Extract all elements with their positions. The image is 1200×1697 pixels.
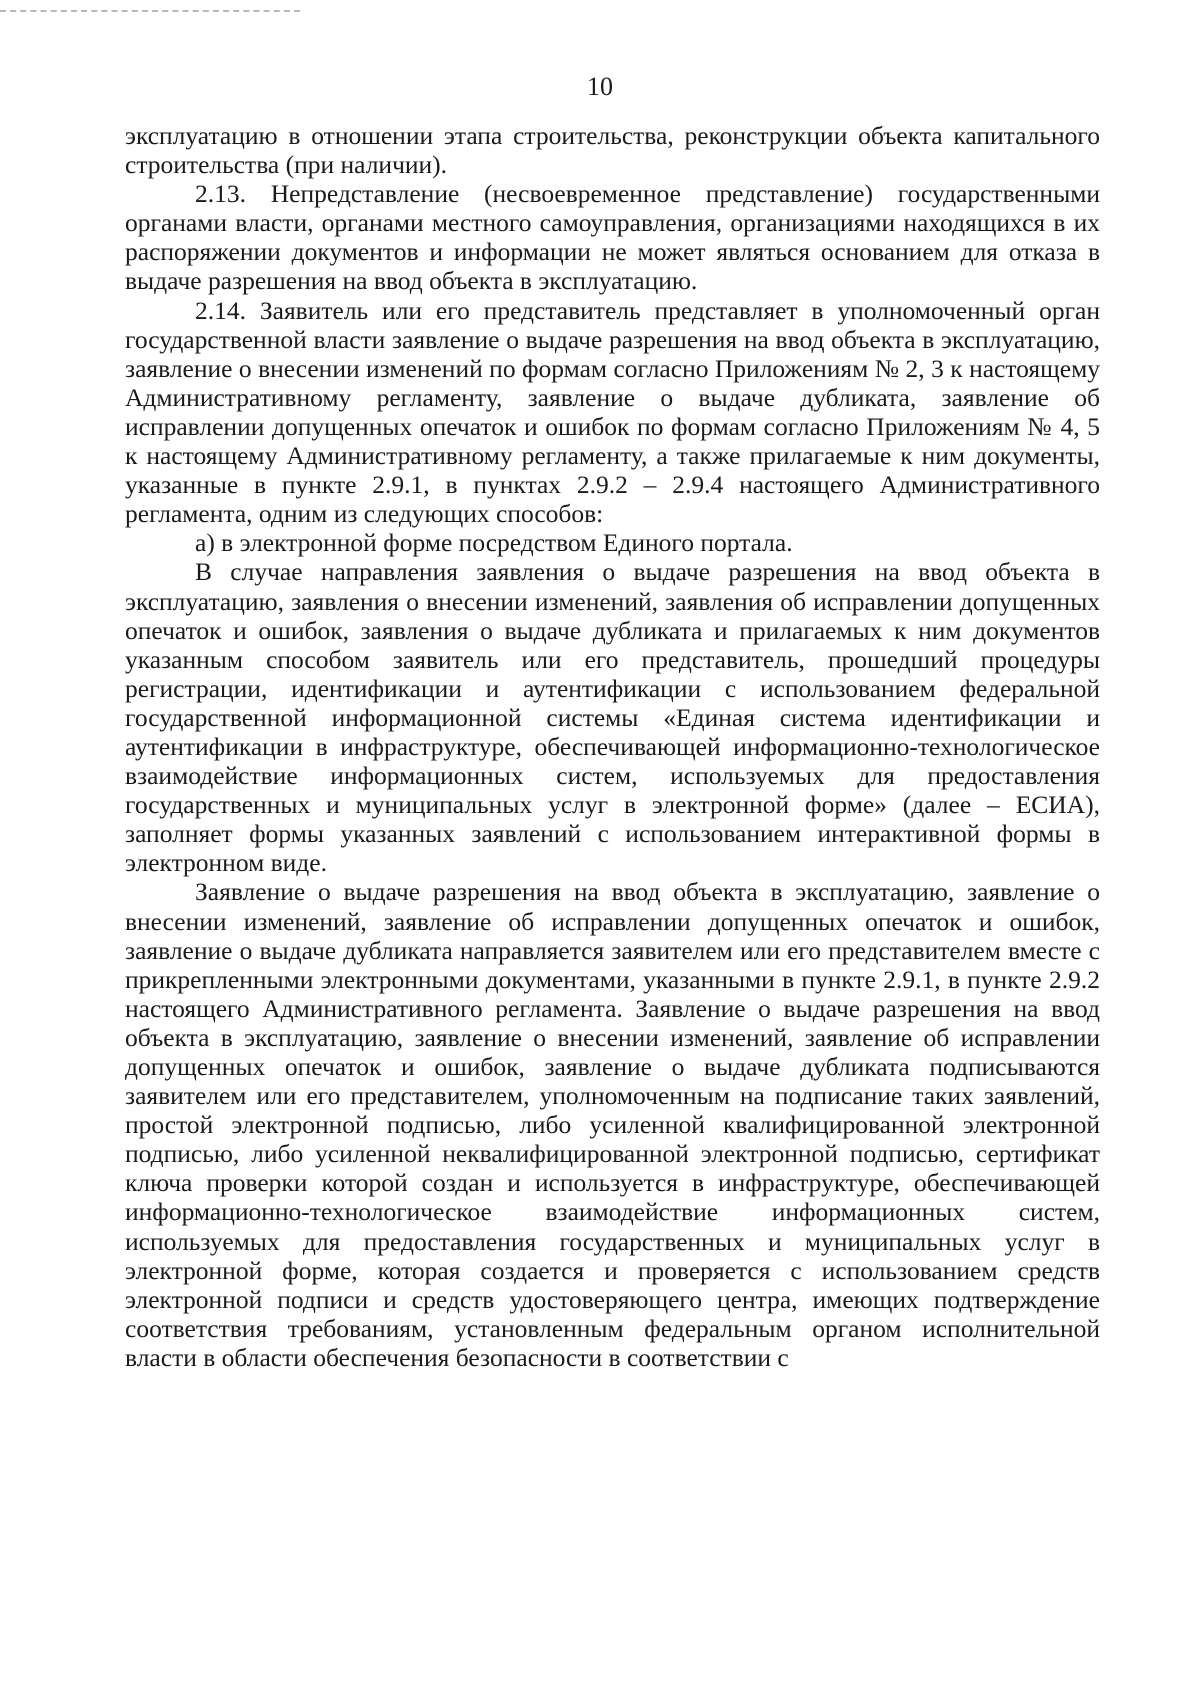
document-body xyxy=(125,121,1100,1372)
paragraph-2-14: 2.14. Заявитель или его представитель представляет в уполномоченный орган государственной власти заявление о выдаче разрешения на ввод объекта в эксплуатацию, заявление о внесении изменений по формам согласно Приложениям № 2, 3 к настоящему Административному регламенту, заявление о выдаче дубликата, заявление об исправлении допущенных опечаток и ошибок по формам согласно Приложениям № 4, 5 к настоящему Административному регламенту, а также прилагаемые к ним документы, указанные в пункте 2.9.1, в пунктах 2.9.2 – 2.9.4 настоящего Административного регламента, одним из следующих способов: xyxy=(125,295,1100,529)
scan-artifact-line xyxy=(0,10,300,15)
paragraph-signature: Заявление о выдаче разрешения на ввод объекта в эксплуатацию, заявление о внесении изменений, заявление об исправлении допущенных опечаток и ошибок, заявление о выдаче дубликата направляется заявителем или его представителем вместе с прикрепленными электронными документами, указанными в пункте 2.9.1, в пункте 2.9.2 настоящего Административного регламента. Заявление о выдаче разрешения на ввод объекта в эксплуатацию, заявление о внесении изменений, заявление об исправлении допущенных опечаток и ошибок, заявление о выдаче дубликата подписываются заявителем или его представителем, уполномоченным на подписание таких заявлений, простой электронной подписью, либо усиленной квалифицированной электронной подписью, либо усиленной неквалифицированной электронной подписью, сертификат ключа проверки которой создан и используется в инфраструктуре, обеспечивающей информационно-технологическое взаимодействие информационных систем, используемых для предоставления государственных и муниципальных услуг в электронной форме, которая создается и проверяется с использованием средств электронной подписи и средств удостоверяющего центра, имеющих подтверждение соответствия требованиям, установленным федеральным органом исполнительной власти в области обеспечения безопасности в соответствии с xyxy=(125,877,1100,1372)
paragraph-2-13: 2.13. Непредставление (несвоевременное представление) государственными органами власти, органами местного самоуправления, организациями находящихся в их распоряжении документов и информации не может являться основанием для отказа в выдаче разрешения на ввод объекта в эксплуатацию. xyxy=(125,179,1100,296)
paragraph-esia: В случае направления заявления о выдаче разрешения на ввод объекта в эксплуатацию, заявления о внесении изменений, заявления об исправлении допущенных опечаток и ошибок, заявления о выдаче дубликата и прилагаемых к ним документов указанным способом заявитель или его представитель, прошедший процедуры регистрации, идентификации и аутентификации с использованием федеральной государственной информационной системы «Единая система идентификации и аутентификации в инфраструктуре, обеспечивающей информационно-технологическое взаимодействие информационных систем, используемых для предоставления государственных и муниципальных услуг в электронной форме» (далее – ЕСИА), заполняет формы указанных заявлений с использованием интерактивной формы в электронном виде. xyxy=(125,557,1100,878)
page-number: 10 xyxy=(587,72,613,101)
paragraph-item-a: а) в электронной форме посредством Единого портала. xyxy=(195,528,793,558)
paragraph-continuation: эксплуатацию в отношении этапа строительства, реконструкции объекта капитального строительства (при наличии). xyxy=(125,121,1100,180)
